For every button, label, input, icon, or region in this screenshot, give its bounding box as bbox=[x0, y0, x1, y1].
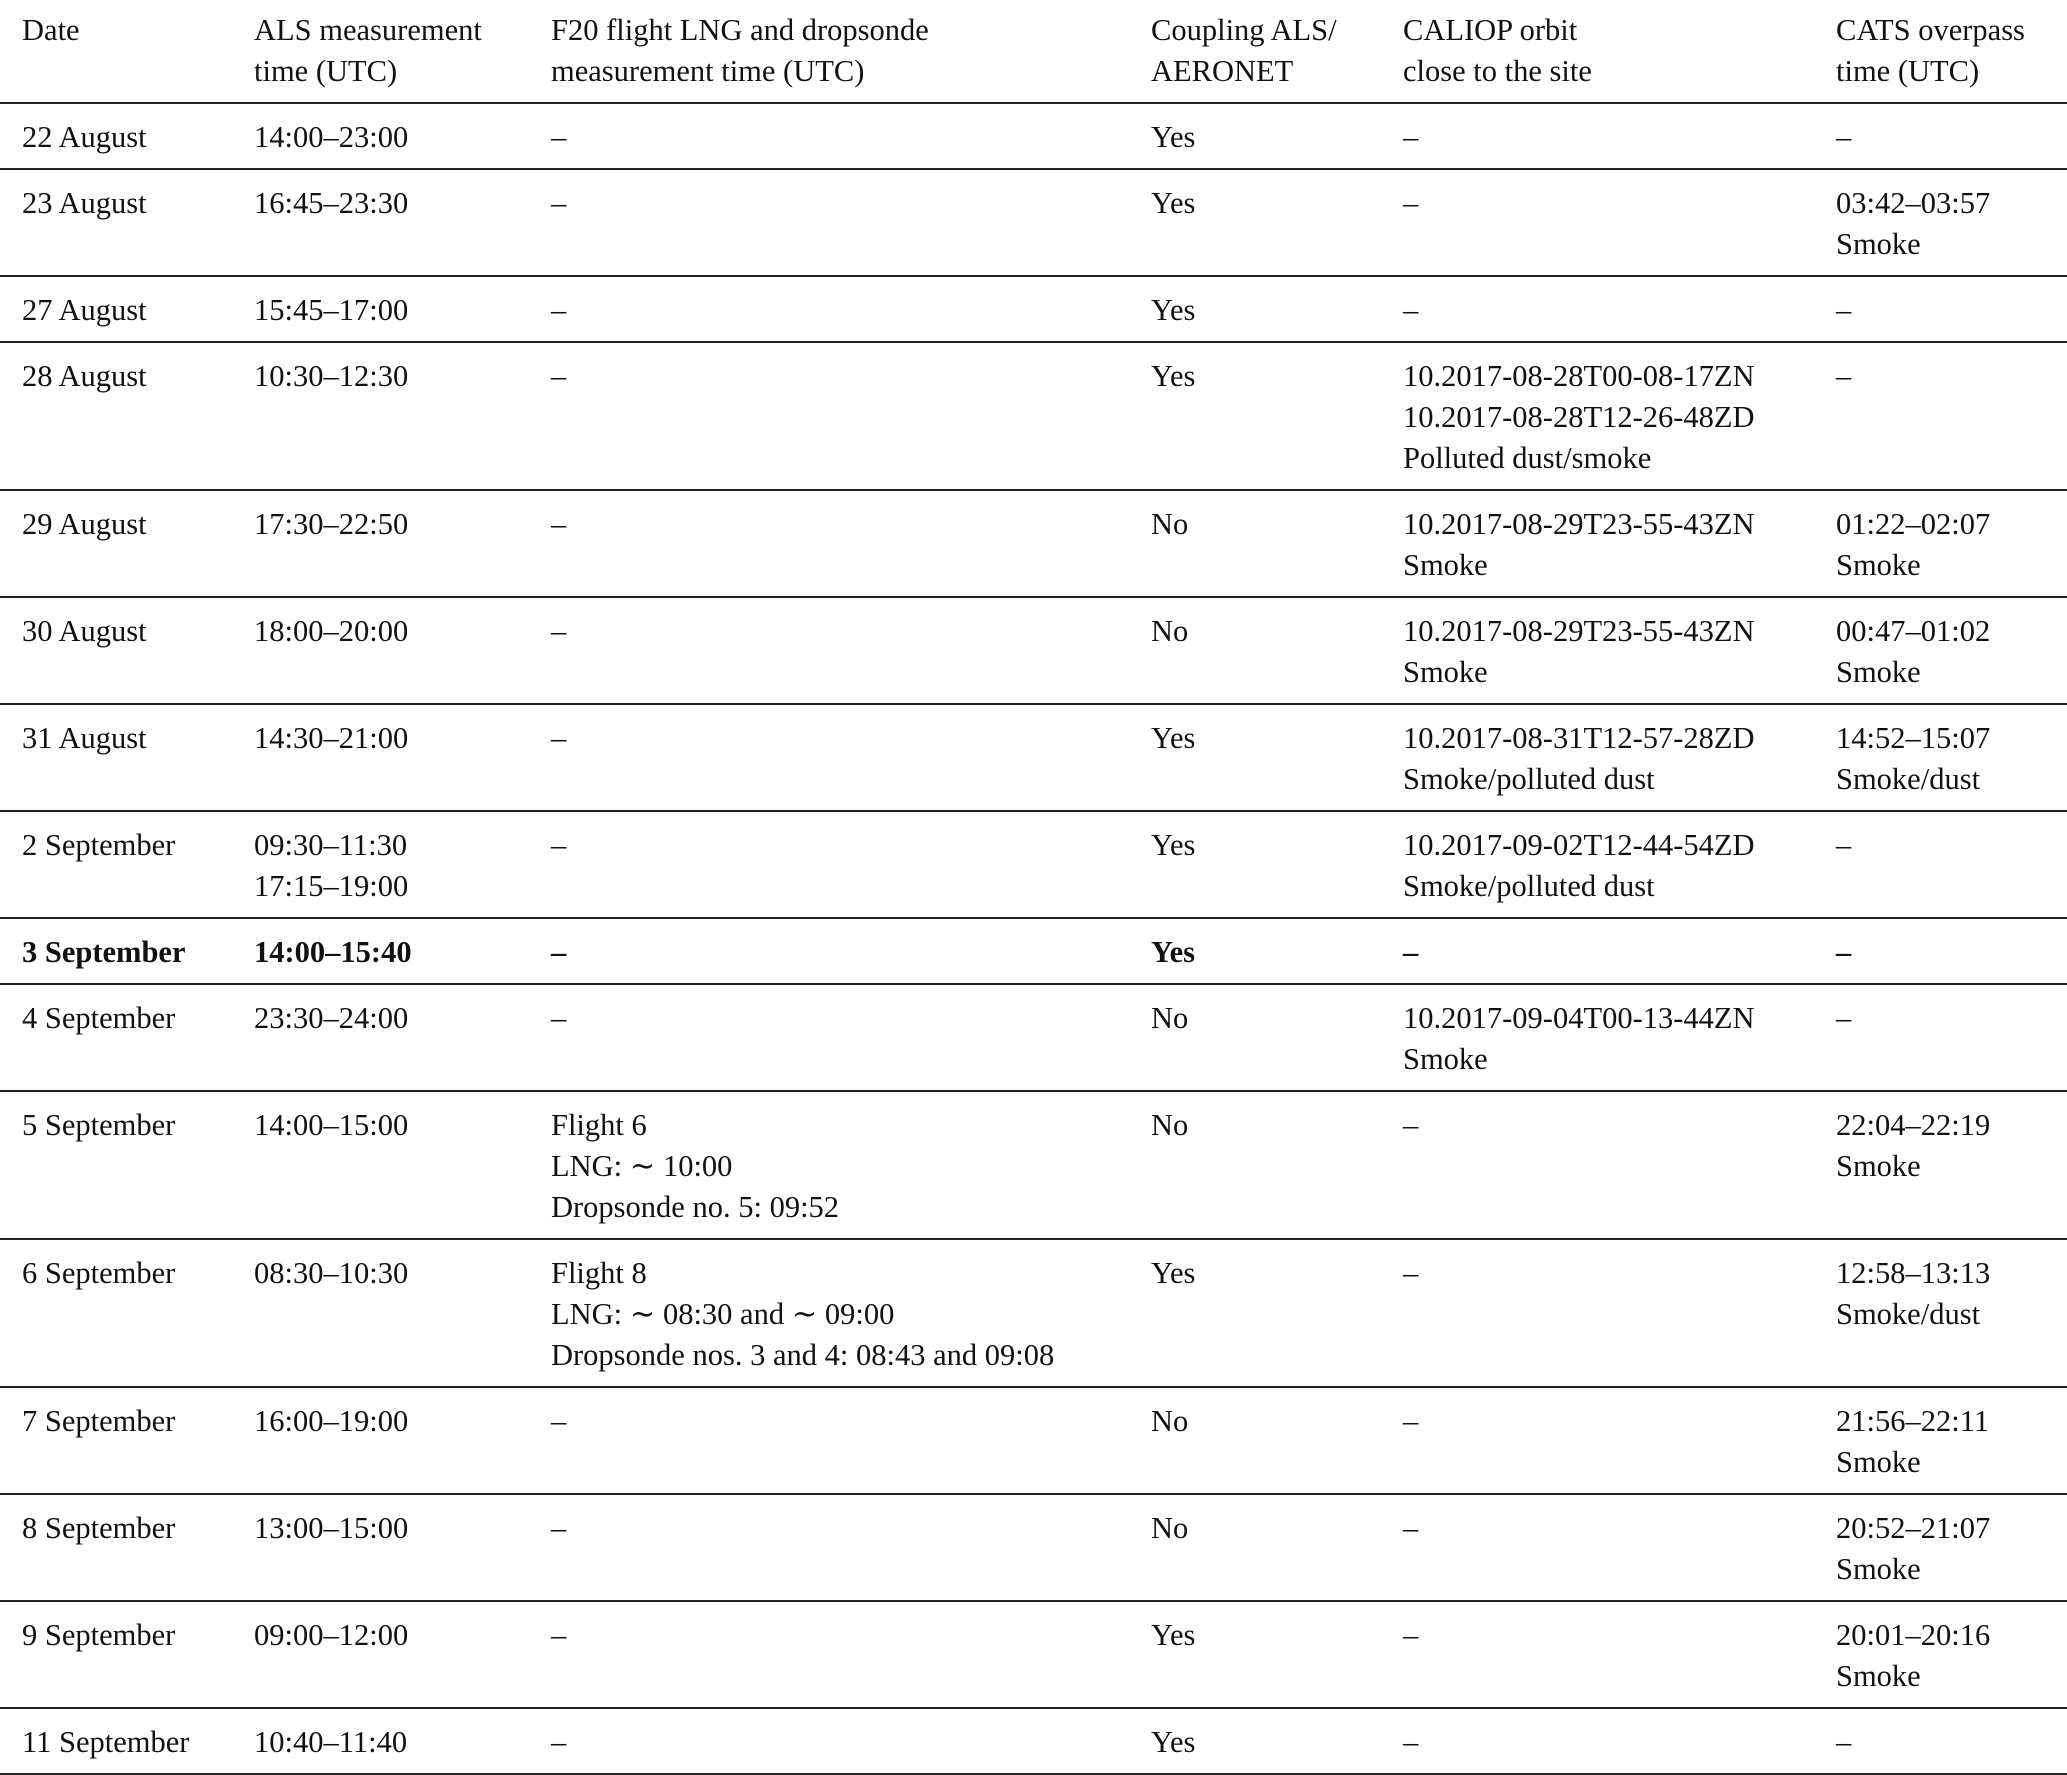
cell-line: Smoke bbox=[1836, 1659, 1921, 1693]
cell-line: Yes bbox=[1151, 828, 1196, 862]
cell-line: – bbox=[551, 293, 567, 327]
header-line: CALIOP orbit bbox=[1403, 13, 1578, 47]
cell-line: – bbox=[551, 1618, 567, 1652]
cell-line: 10.2017-08-28T00-08-17ZN bbox=[1403, 359, 1755, 393]
cell-line: 28 August bbox=[22, 359, 147, 393]
cell-line: Yes bbox=[1151, 1725, 1196, 1759]
header-line: time (UTC) bbox=[1836, 54, 1980, 88]
f20-flight-cell bbox=[551, 1091, 1151, 1239]
caliop-orbit-cell bbox=[1403, 597, 1836, 704]
cell-line: 03:42–03:57 bbox=[1836, 186, 1991, 220]
cell-line: Yes bbox=[1151, 1256, 1196, 1290]
cell-line: 20:01–20:16 bbox=[1836, 1618, 1991, 1652]
caliop-orbit-cell bbox=[1403, 490, 1836, 597]
table-body bbox=[0, 103, 2067, 1774]
coupling-cell bbox=[1151, 1387, 1403, 1494]
coupling-cell bbox=[1151, 1601, 1403, 1708]
cell-line: – bbox=[1836, 1725, 1852, 1759]
cell-line: 13:00–15:00 bbox=[254, 1511, 409, 1545]
date-cell bbox=[0, 103, 254, 169]
caliop-orbit-cell bbox=[1403, 103, 1836, 169]
f20-flight-cell bbox=[551, 490, 1151, 597]
cell-line: No bbox=[1151, 1404, 1189, 1438]
coupling-cell bbox=[1151, 918, 1403, 984]
cell-line: Smoke/dust bbox=[1836, 1297, 1981, 1331]
cell-line: Smoke bbox=[1836, 548, 1921, 582]
f20-flight-cell bbox=[551, 1708, 1151, 1774]
cell-line: Yes bbox=[1151, 935, 1196, 969]
cell-line: – bbox=[551, 120, 567, 154]
coupling-cell bbox=[1151, 597, 1403, 704]
f20-flight-cell bbox=[551, 1387, 1151, 1494]
cell-line: 00:47–01:02 bbox=[1836, 614, 1991, 648]
header-line: ALS measurement bbox=[254, 13, 482, 47]
als-time-cell bbox=[254, 1239, 551, 1387]
date-cell bbox=[0, 984, 254, 1091]
cell-line: 14:30–21:00 bbox=[254, 721, 409, 755]
f20-flight-cell bbox=[551, 169, 1151, 276]
cell-line: Smoke/polluted dust bbox=[1403, 869, 1655, 903]
date-cell bbox=[0, 597, 254, 704]
f20-flight-cell bbox=[551, 811, 1151, 918]
cell-line: No bbox=[1151, 507, 1189, 541]
cell-line: 22 August bbox=[22, 120, 147, 154]
coupling-cell bbox=[1151, 103, 1403, 169]
cell-line: – bbox=[1836, 828, 1852, 862]
caliop-orbit-cell bbox=[1403, 704, 1836, 811]
cell-line: 10:40–11:40 bbox=[254, 1725, 408, 1759]
cats-overpass-cell bbox=[1836, 1387, 2067, 1494]
als-time-cell bbox=[254, 103, 551, 169]
cell-line: 16:45–23:30 bbox=[254, 186, 409, 220]
f20-flight-cell bbox=[551, 1494, 1151, 1601]
header-line: F20 flight LNG and dropsonde bbox=[551, 13, 929, 47]
als-time-cell bbox=[254, 1494, 551, 1601]
cell-line: LNG: ∼ 10:00 bbox=[551, 1149, 733, 1183]
cell-line: – bbox=[1403, 1256, 1419, 1290]
cell-line: 01:22–02:07 bbox=[1836, 507, 1991, 541]
cell-line: 14:00–15:40 bbox=[254, 935, 412, 969]
header-als-time bbox=[254, 0, 551, 103]
als-time-cell bbox=[254, 984, 551, 1091]
cell-line: 23:30–24:00 bbox=[254, 1001, 409, 1035]
date-cell bbox=[0, 169, 254, 276]
table-row bbox=[0, 342, 2067, 490]
header-date bbox=[0, 0, 254, 103]
cell-line: 27 August bbox=[22, 293, 147, 327]
cell-line: No bbox=[1151, 1001, 1189, 1035]
cats-overpass-cell bbox=[1836, 811, 2067, 918]
cats-overpass-cell bbox=[1836, 103, 2067, 169]
cats-overpass-cell bbox=[1836, 169, 2067, 276]
coupling-cell bbox=[1151, 1239, 1403, 1387]
date-cell bbox=[0, 1239, 254, 1387]
cell-line: – bbox=[551, 935, 567, 969]
cell-line: 10.2017-09-04T00-13-44ZN bbox=[1403, 1001, 1755, 1035]
cell-line: 14:52–15:07 bbox=[1836, 721, 1991, 755]
als-time-cell bbox=[254, 1601, 551, 1708]
table-row bbox=[0, 918, 2067, 984]
f20-flight-cell bbox=[551, 1601, 1151, 1708]
cats-overpass-cell bbox=[1836, 342, 2067, 490]
coupling-cell bbox=[1151, 811, 1403, 918]
cell-line: 9 September bbox=[22, 1618, 176, 1652]
cell-line: 20:52–21:07 bbox=[1836, 1511, 1991, 1545]
cell-line: 18:00–20:00 bbox=[254, 614, 409, 648]
header-line: measurement time (UTC) bbox=[551, 54, 865, 88]
date-cell bbox=[0, 1708, 254, 1774]
cell-line: 6 September bbox=[22, 1256, 176, 1290]
als-time-cell bbox=[254, 704, 551, 811]
cell-line: 29 August bbox=[22, 507, 147, 541]
cell-line: 09:30–11:30 bbox=[254, 828, 408, 862]
cell-line: 10.2017-09-02T12-44-54ZD bbox=[1403, 828, 1755, 862]
cats-overpass-cell bbox=[1836, 1708, 2067, 1774]
cell-line: No bbox=[1151, 1108, 1189, 1142]
header-line: Coupling ALS/ bbox=[1151, 13, 1337, 47]
cell-line: Dropsonde no. 5: 09:52 bbox=[551, 1190, 840, 1224]
cats-overpass-cell bbox=[1836, 597, 2067, 704]
cats-overpass-cell bbox=[1836, 704, 2067, 811]
als-time-cell bbox=[254, 1387, 551, 1494]
cell-line: Smoke bbox=[1403, 655, 1488, 689]
f20-flight-cell bbox=[551, 103, 1151, 169]
cats-overpass-cell bbox=[1836, 1091, 2067, 1239]
cell-line: Smoke bbox=[1403, 1042, 1488, 1076]
cell-line: 17:30–22:50 bbox=[254, 507, 409, 541]
f20-flight-cell bbox=[551, 704, 1151, 811]
coupling-cell bbox=[1151, 1708, 1403, 1774]
cats-overpass-cell bbox=[1836, 1601, 2067, 1708]
cell-line: 11 September bbox=[22, 1725, 190, 1759]
header-coupling bbox=[1151, 0, 1403, 103]
cell-line: 10.2017-08-29T23-55-43ZN bbox=[1403, 614, 1755, 648]
f20-flight-cell bbox=[551, 597, 1151, 704]
cell-line: – bbox=[551, 614, 567, 648]
f20-flight-cell bbox=[551, 984, 1151, 1091]
cell-line: – bbox=[551, 359, 567, 393]
cell-line: Smoke/dust bbox=[1836, 762, 1981, 796]
coupling-cell bbox=[1151, 704, 1403, 811]
cell-line: – bbox=[551, 186, 567, 220]
coupling-cell bbox=[1151, 1091, 1403, 1239]
caliop-orbit-cell bbox=[1403, 1239, 1836, 1387]
cats-overpass-cell bbox=[1836, 1494, 2067, 1601]
cell-line: 5 September bbox=[22, 1108, 176, 1142]
als-time-cell bbox=[254, 597, 551, 704]
cell-line: Yes bbox=[1151, 186, 1196, 220]
cell-line: – bbox=[551, 507, 567, 541]
caliop-orbit-cell bbox=[1403, 1601, 1836, 1708]
cell-line: – bbox=[1836, 935, 1852, 969]
cell-line: 12:58–13:13 bbox=[1836, 1256, 1991, 1290]
coupling-cell bbox=[1151, 342, 1403, 490]
cell-line: 31 August bbox=[22, 721, 147, 755]
date-cell bbox=[0, 276, 254, 342]
caliop-orbit-cell bbox=[1403, 1387, 1836, 1494]
cell-line: Smoke bbox=[1836, 1149, 1921, 1183]
caliop-orbit-cell bbox=[1403, 811, 1836, 918]
cats-overpass-cell bbox=[1836, 490, 2067, 597]
cell-line: LNG: ∼ 08:30 and ∼ 09:00 bbox=[551, 1297, 895, 1331]
cell-line: 14:00–15:00 bbox=[254, 1108, 409, 1142]
f20-flight-cell bbox=[551, 1239, 1151, 1387]
cell-line: Flight 8 bbox=[551, 1256, 647, 1290]
cell-line: Yes bbox=[1151, 120, 1196, 154]
cell-line: – bbox=[1403, 186, 1419, 220]
cell-line: No bbox=[1151, 614, 1189, 648]
als-time-cell bbox=[254, 1091, 551, 1239]
cell-line: 2 September bbox=[22, 828, 176, 862]
cell-line: Yes bbox=[1151, 1618, 1196, 1652]
caliop-orbit-cell bbox=[1403, 169, 1836, 276]
cell-line: Polluted dust/smoke bbox=[1403, 441, 1652, 475]
cell-line: – bbox=[1836, 1001, 1852, 1035]
caliop-orbit-cell bbox=[1403, 276, 1836, 342]
cell-line: 4 September bbox=[22, 1001, 176, 1035]
table-row bbox=[0, 276, 2067, 342]
header-f20-flight bbox=[551, 0, 1151, 103]
table-row bbox=[0, 811, 2067, 918]
cell-line: Smoke bbox=[1403, 548, 1488, 582]
cell-line: Flight 6 bbox=[551, 1108, 647, 1142]
table-row bbox=[0, 490, 2067, 597]
date-cell bbox=[0, 342, 254, 490]
als-time-cell bbox=[254, 1708, 551, 1774]
cell-line: 10:30–12:30 bbox=[254, 359, 409, 393]
cell-line: – bbox=[1836, 293, 1852, 327]
coupling-cell bbox=[1151, 490, 1403, 597]
als-time-cell bbox=[254, 276, 551, 342]
cell-line: 30 August bbox=[22, 614, 147, 648]
cell-line: 15:45–17:00 bbox=[254, 293, 409, 327]
caliop-orbit-cell bbox=[1403, 1494, 1836, 1601]
table-row bbox=[0, 597, 2067, 704]
cell-line: – bbox=[1836, 120, 1852, 154]
table-row bbox=[0, 704, 2067, 811]
cell-line: – bbox=[1836, 359, 1852, 393]
cell-line: – bbox=[551, 1725, 567, 1759]
cell-line: Yes bbox=[1151, 359, 1196, 393]
date-cell bbox=[0, 490, 254, 597]
cell-line: Dropsonde nos. 3 and 4: 08:43 and 09:08 bbox=[551, 1338, 1055, 1372]
cell-line: 8 September bbox=[22, 1511, 176, 1545]
als-time-cell bbox=[254, 490, 551, 597]
table-row bbox=[0, 984, 2067, 1091]
date-cell bbox=[0, 811, 254, 918]
table-row bbox=[0, 1601, 2067, 1708]
f20-flight-cell bbox=[551, 342, 1151, 490]
cell-line: – bbox=[551, 1404, 567, 1438]
cell-line: 17:15–19:00 bbox=[254, 869, 409, 903]
table-row bbox=[0, 169, 2067, 276]
cell-line: – bbox=[1403, 1618, 1419, 1652]
cell-line: – bbox=[1403, 1108, 1419, 1142]
header-line: close to the site bbox=[1403, 54, 1592, 88]
cell-line: Smoke/polluted dust bbox=[1403, 762, 1655, 796]
caliop-orbit-cell bbox=[1403, 984, 1836, 1091]
header-cats-overpass bbox=[1836, 0, 2067, 103]
date-cell bbox=[0, 1387, 254, 1494]
header-line: CATS overpass bbox=[1836, 13, 2025, 47]
header-line: time (UTC) bbox=[254, 54, 398, 88]
table-row bbox=[0, 1387, 2067, 1494]
cell-line: 08:30–10:30 bbox=[254, 1256, 409, 1290]
cell-line: Smoke bbox=[1836, 227, 1921, 261]
table-row bbox=[0, 1091, 2067, 1239]
cell-line: 09:00–12:00 bbox=[254, 1618, 409, 1652]
table-row bbox=[0, 1239, 2067, 1387]
header-row bbox=[0, 0, 2067, 103]
cell-line: Smoke bbox=[1836, 1552, 1921, 1586]
cell-line: 10.2017-08-31T12-57-28ZD bbox=[1403, 721, 1755, 755]
cats-overpass-cell bbox=[1836, 276, 2067, 342]
cats-overpass-cell bbox=[1836, 1239, 2067, 1387]
cell-line: 14:00–23:00 bbox=[254, 120, 409, 154]
cats-overpass-cell bbox=[1836, 918, 2067, 984]
caliop-orbit-cell bbox=[1403, 918, 1836, 984]
f20-flight-cell bbox=[551, 276, 1151, 342]
cell-line: Yes bbox=[1151, 293, 1196, 327]
cell-line: 22:04–22:19 bbox=[1836, 1108, 1991, 1142]
cell-line: Smoke bbox=[1836, 1445, 1921, 1479]
als-time-cell bbox=[254, 918, 551, 984]
caliop-orbit-cell bbox=[1403, 1708, 1836, 1774]
cell-line: – bbox=[1403, 1404, 1419, 1438]
cell-line: 21:56–22:11 bbox=[1836, 1404, 1990, 1438]
cell-line: – bbox=[1403, 120, 1419, 154]
cell-line: – bbox=[551, 1001, 567, 1035]
cell-line: – bbox=[551, 721, 567, 755]
date-cell bbox=[0, 1601, 254, 1708]
date-cell bbox=[0, 918, 254, 984]
cell-line: – bbox=[1403, 935, 1419, 969]
cell-line: 10.2017-08-29T23-55-43ZN bbox=[1403, 507, 1755, 541]
cell-line: 16:00–19:00 bbox=[254, 1404, 409, 1438]
header-line: Date bbox=[22, 13, 80, 47]
cell-line: No bbox=[1151, 1511, 1189, 1545]
cell-line: – bbox=[1403, 293, 1419, 327]
als-time-cell bbox=[254, 811, 551, 918]
caliop-orbit-cell bbox=[1403, 342, 1836, 490]
cell-line: 23 August bbox=[22, 186, 147, 220]
als-time-cell bbox=[254, 169, 551, 276]
table-header bbox=[0, 0, 2067, 103]
date-cell bbox=[0, 1091, 254, 1239]
table-row bbox=[0, 1708, 2067, 1774]
cell-line: – bbox=[1403, 1725, 1419, 1759]
coupling-cell bbox=[1151, 1494, 1403, 1601]
cats-overpass-cell bbox=[1836, 984, 2067, 1091]
table-row bbox=[0, 103, 2067, 169]
table-row bbox=[0, 1494, 2067, 1601]
coupling-cell bbox=[1151, 169, 1403, 276]
caliop-orbit-cell bbox=[1403, 1091, 1836, 1239]
coupling-cell bbox=[1151, 276, 1403, 342]
cell-line: – bbox=[551, 1511, 567, 1545]
cell-line: – bbox=[551, 828, 567, 862]
cell-line: – bbox=[1403, 1511, 1419, 1545]
cell-line: 10.2017-08-28T12-26-48ZD bbox=[1403, 400, 1755, 434]
header-line: AERONET bbox=[1151, 54, 1294, 88]
coupling-cell bbox=[1151, 984, 1403, 1091]
header-caliop-orbit bbox=[1403, 0, 1836, 103]
date-cell bbox=[0, 1494, 254, 1601]
cell-line: 3 September bbox=[22, 935, 186, 969]
date-cell bbox=[0, 704, 254, 811]
als-time-cell bbox=[254, 342, 551, 490]
cell-line: 7 September bbox=[22, 1404, 176, 1438]
cell-line: Smoke bbox=[1836, 655, 1921, 689]
cell-line: Yes bbox=[1151, 721, 1196, 755]
f20-flight-cell bbox=[551, 918, 1151, 984]
